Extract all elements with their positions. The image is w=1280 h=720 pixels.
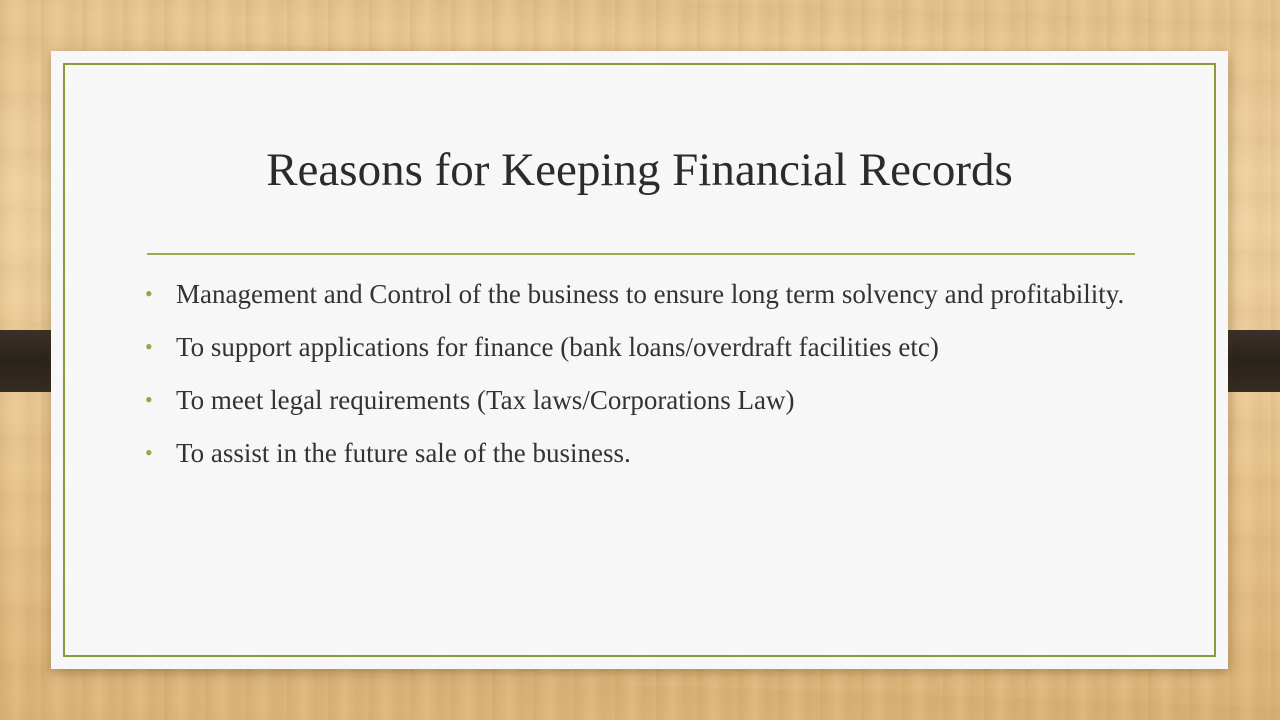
bullet-text: To meet legal requirements (Tax laws/Corporations Law) xyxy=(176,385,795,415)
bullet-text: Management and Control of the business to ensure long term solvency and profitability. xyxy=(176,279,1125,309)
bullet-icon: • xyxy=(145,334,153,359)
bullet-item xyxy=(145,276,1135,312)
bullet-item xyxy=(145,382,1135,418)
bullet-text: To assist in the future sale of the business. xyxy=(176,438,631,468)
bullet-item xyxy=(145,329,1135,365)
bullet-icon: • xyxy=(145,387,153,412)
title-divider xyxy=(147,253,1135,255)
slide-title: Reasons for Keeping Financial Records xyxy=(266,144,1013,196)
bullet-icon: • xyxy=(145,440,153,465)
slide-card xyxy=(51,51,1228,669)
bullet-item xyxy=(145,435,1135,471)
bullet-text: To support applications for finance (bank loans/overdraft facilities etc) xyxy=(176,332,939,362)
bullet-icon: • xyxy=(145,281,153,306)
bullet-list xyxy=(145,276,1135,488)
